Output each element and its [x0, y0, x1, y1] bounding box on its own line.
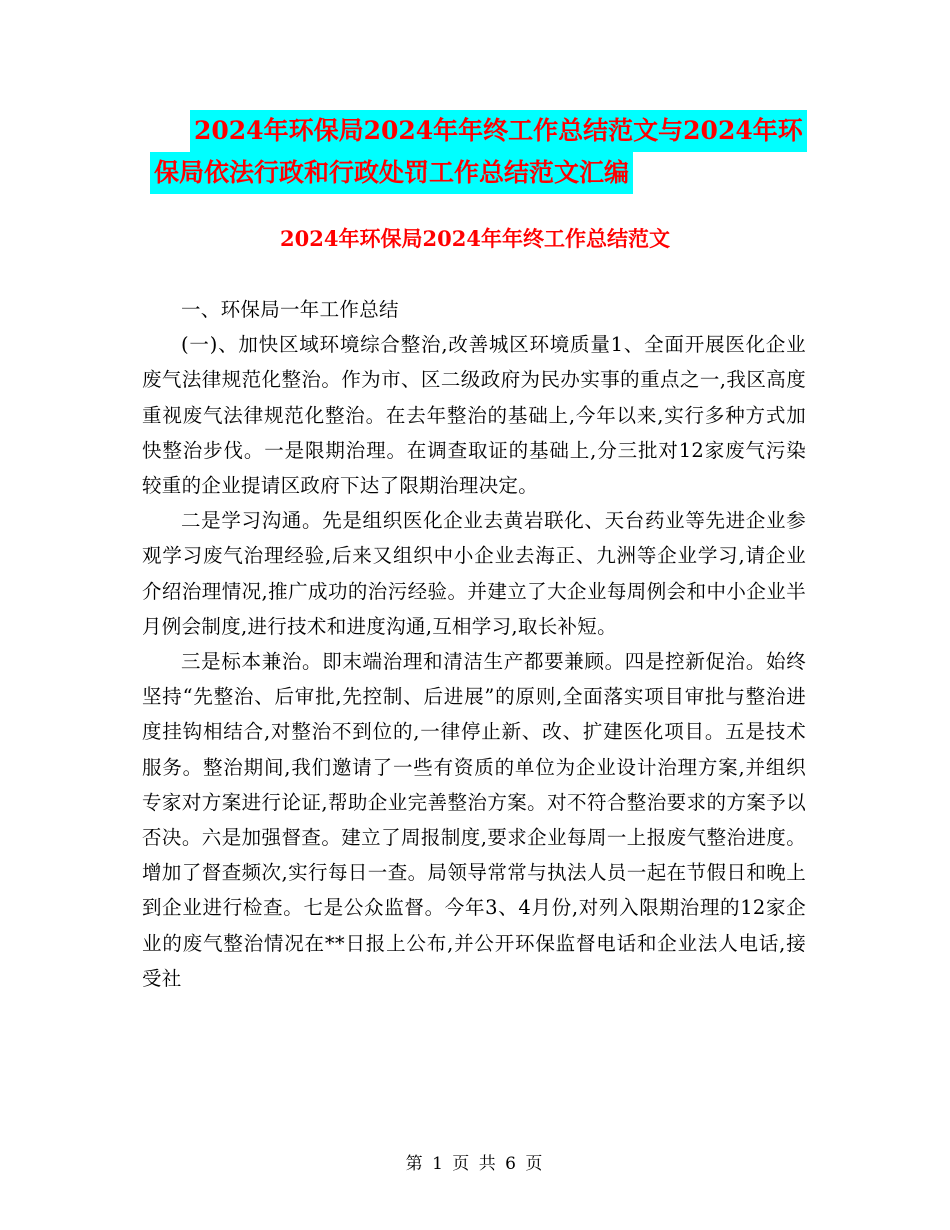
paragraph: 二是学习沟通。先是组织医化企业去黄岩联化、天台药业等先进企业参观学习废气治理经验,后来又组织中小企业去海正、九洲等企业学习,请企业介绍治理情况,推广成功的治污经验。并建立了大企业每周例会和中小企业半月例会制度,进行技术和进度沟通,互相学习,取长补短。 — [142, 509, 806, 638]
document-title-line-1: 2024年环保局2024年年终工作总结范文与2024年环 — [190, 110, 807, 152]
section-title: 2024年环保局2024年年终工作总结范文 — [280, 226, 670, 251]
page-number-footer: 第 1 页 共 6 页 — [405, 1154, 545, 1174]
paragraph: (一)、加快区域环境综合整治,改善城区环境质量1、全面开展医化企业废气法律规范化整治。作为市、区二级政府为民办实事的重点之一,我区高度重视废气法律规范化整治。在去年整治的基础上,今年以来,实行多种方式加快整治步伐。一是限期治理。在调查取证的基础上,分三批对12家废气污染较重的企业提请区政府下达了限期治理决定。 — [142, 333, 806, 498]
document-title — [150, 110, 810, 194]
paragraph: 三是标本兼治。即末端治理和清洁生产都要兼顾。四是控新促治。始终坚持“先整治、后审批,先控制、后进展”的原则,全面落实项目审批与整治进度挂钩相结合,对整治不到位的,一律停止新、改、扩建医化项目。五是技术服务。整治期间,我们邀请了一些有资质的单位为企业设计治理方案,并组织专家对方案进行论证,帮助企业完善整治方案。对不符合整治要求的方案予以否决。六是加强督查。建立了周报制度,要求企业每周一上报废气整治进度。增加了督查频次,实行每日一查。局领导常常与执法人员一起在节假日和晚上到企业进行检查。七是公众监督。今年3、4月份,对列入限期治理的12家企业的废气整治情况在**日报上公布,并公开环保监督电话和企业法人电话,接受社 — [142, 650, 806, 990]
paragraph-heading: 一、环保局一年工作总结 — [181, 298, 399, 321]
document-title-line-2: 保局依法行政和行政处罚工作总结范文汇编 — [150, 152, 633, 194]
document-body — [142, 292, 806, 996]
